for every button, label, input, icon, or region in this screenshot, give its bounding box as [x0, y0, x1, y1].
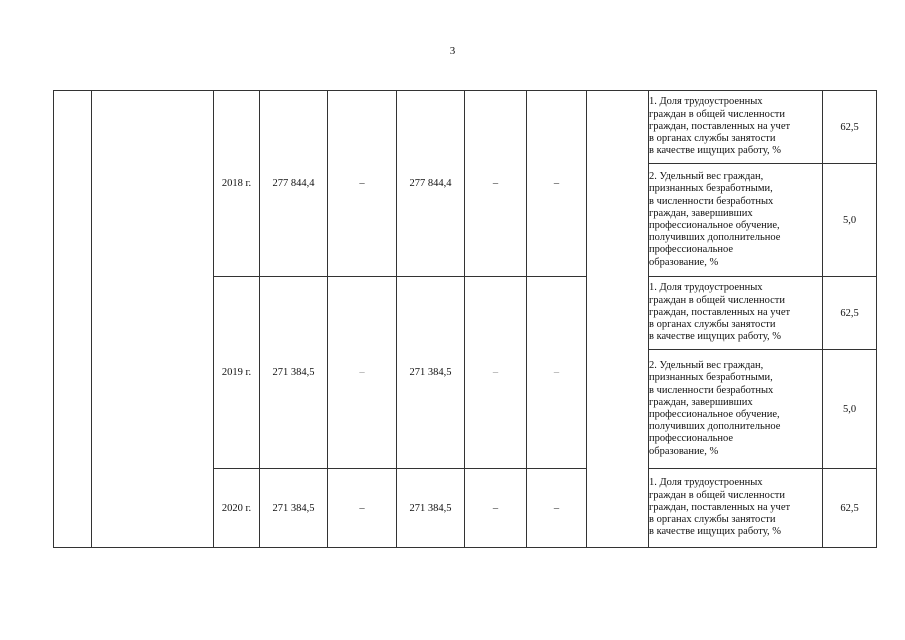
total-cell: 277 844,4: [260, 91, 328, 277]
program-funding-table: [53, 90, 877, 548]
col-b-cell: 271 384,5: [397, 469, 465, 548]
col-d-cell: –: [527, 277, 587, 469]
col-d-cell: –: [527, 91, 587, 277]
col-b-cell: 271 384,5: [397, 277, 465, 469]
col-a-cell: –: [328, 91, 397, 277]
indicator-value: 62,5: [823, 91, 877, 164]
indicator-text: 1. Доля трудоустроенных граждан в общей численности граждан, поставленных на учет в органах службы занятости в качестве ищущих работу, %: [649, 469, 823, 548]
total-cell: 271 384,5: [260, 469, 328, 548]
col-c-cell: –: [465, 277, 527, 469]
col-a-cell: –: [328, 469, 397, 548]
year-cell: 2018 г.: [214, 91, 260, 277]
col-c-cell: –: [465, 469, 527, 548]
indicator-value: 62,5: [823, 469, 877, 548]
col-a-cell: –: [328, 277, 397, 469]
indicator-text: 2. Удельный вес граждан, признанных безработными, в численности безработных граждан, завершивших профессиональное обучение, получивших дополнительное профессиональное образование, %: [649, 164, 823, 277]
indicator-value: 5,0: [823, 164, 877, 277]
blank-cell-2: [92, 91, 214, 548]
total-cell: 271 384,5: [260, 277, 328, 469]
year-cell: 2019 г.: [214, 277, 260, 469]
col-d-cell: –: [527, 469, 587, 548]
page-number: 3: [449, 45, 456, 57]
indicator-text: 2. Удельный вес граждан, признанных безработными, в численности безработных граждан, завершивших профессиональное обучение, получивших дополнительное профессиональное образование, %: [649, 350, 823, 469]
col-c-cell: –: [465, 91, 527, 277]
indicator-text: 1. Доля трудоустроенных граждан в общей численности граждан, поставленных на учет в органах службы занятости в качестве ищущих работу, %: [649, 91, 823, 164]
indicator-text: 1. Доля трудоустроенных граждан в общей численности граждан, поставленных на учет в органах службы занятости в качестве ищущих работу, %: [649, 277, 823, 350]
blank-cell-1: [54, 91, 92, 548]
indicator-value: 62,5: [823, 277, 877, 350]
year-cell: 2020 г.: [214, 469, 260, 548]
indicator-value: 5,0: [823, 350, 877, 469]
col-b-cell: 277 844,4: [397, 91, 465, 277]
blank-cell-3: [587, 91, 649, 548]
